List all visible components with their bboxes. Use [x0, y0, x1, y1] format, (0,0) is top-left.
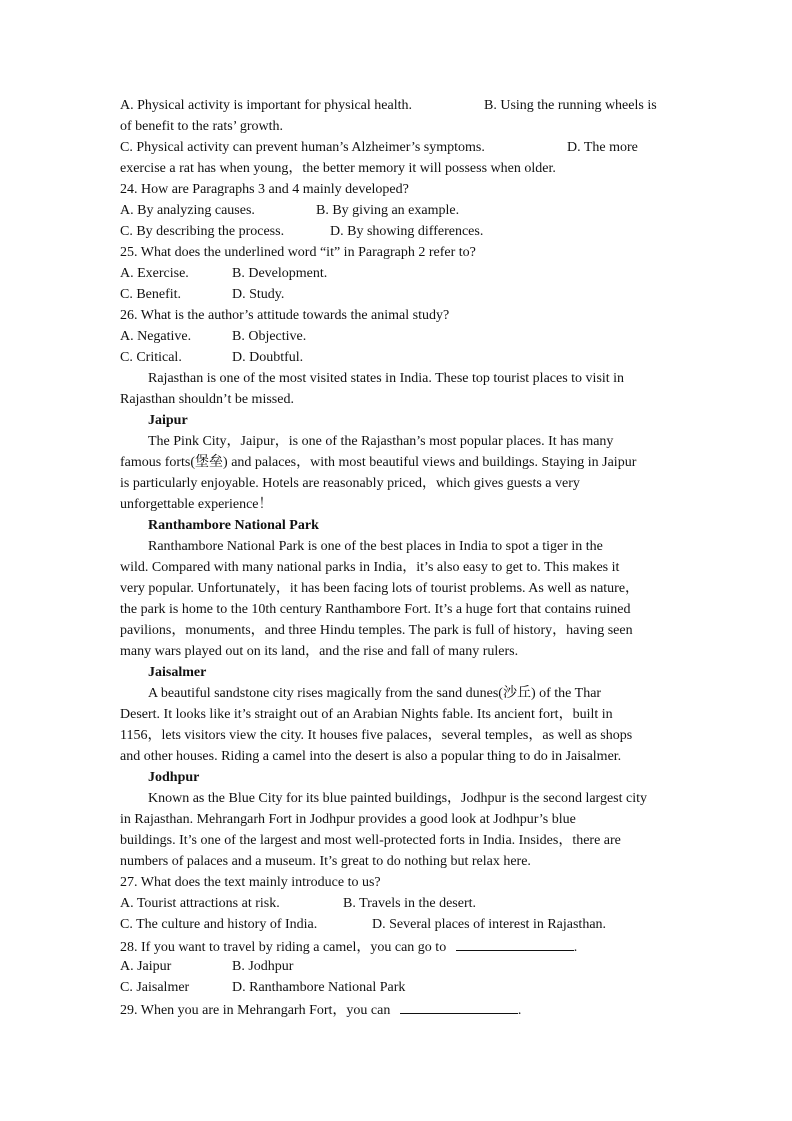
- q24-option-b: B. By giving an example.: [316, 203, 460, 218]
- jaipur-line: The Pink City，Jaipur，is one of the Rajasthan’s most popular places. It has many: [148, 434, 614, 449]
- q29-period: .: [517, 1003, 522, 1018]
- q24-option-d: D. By showing differences.: [330, 224, 484, 239]
- passage-intro-line-1: Rajasthan is one of the most visited states in India. These top tourist places to visit in: [148, 371, 625, 386]
- jodhpur-line: numbers of palaces and a museum. It’s great to do nothing but relax here.: [120, 854, 531, 869]
- jodhpur-line: Known as the Blue City for its blue painted buildings，Jodhpur is the second largest city: [148, 791, 648, 806]
- heading-jaipur: Jaipur: [148, 413, 188, 428]
- heading-jaisalmer: Jaisalmer: [148, 665, 207, 680]
- jaisalmer-line: A beautiful sandstone city rises magically from the sand dunes(沙丘) of the Thar: [148, 686, 602, 701]
- jaipur-line: famous forts(堡垒) and palaces，with most beautiful views and buildings. Staying in Jaipur: [120, 455, 637, 470]
- q23-option-b-cont: of benefit to the rats’ growth.: [120, 119, 284, 134]
- q23-option-d-cont: exercise a rat has when young，the better memory it will possess when older.: [120, 161, 556, 176]
- q28-question-line: [120, 936, 680, 958]
- q26-question: 26. What is the author’s attitude towards the animal study?: [120, 308, 450, 323]
- q27-question: 27. What does the text mainly introduce to us?: [120, 875, 381, 890]
- q23-option-c: C. Physical activity can prevent human’s Alzheimer’s symptoms.: [120, 140, 485, 155]
- q29-answer-blank: [400, 999, 518, 1014]
- q26-option-c: C. Critical.: [120, 350, 182, 365]
- q28-question: 28. If you want to travel by riding a camel，you can go to: [120, 940, 447, 955]
- ranthambore-line: pavilions，monuments，and three Hindu temples. The park is full of history，having seen: [120, 623, 633, 638]
- q23-option-d: D. The more: [567, 140, 638, 155]
- q27-option-b: B. Travels in the desert.: [343, 896, 476, 911]
- ranthambore-line: Ranthambore National Park is one of the best places in India to spot a tiger in the: [148, 539, 603, 554]
- jaipur-line: is particularly enjoyable. Hotels are reasonably priced，which gives guests a very: [120, 476, 580, 491]
- q28-answer-blank: [456, 936, 574, 951]
- q26-option-a: A. Negative.: [120, 329, 192, 344]
- q25-option-d: D. Study.: [232, 287, 285, 302]
- q25-question: 25. What does the underlined word “it” in Paragraph 2 refer to?: [120, 245, 476, 260]
- q27-option-a: A. Tourist attractions at risk.: [120, 896, 280, 911]
- jodhpur-line: buildings. It’s one of the largest and most well-protected forts in India. Insides，there are: [120, 833, 621, 848]
- jaisalmer-line: and other houses. Riding a camel into the desert is also a popular thing to do in Jaisalmer.: [120, 749, 622, 764]
- q29-question: 29. When you are in Mehrangarh Fort，you can: [120, 1003, 391, 1018]
- q29-question-line: [120, 999, 680, 1021]
- passage-intro-line-2: Rajasthan shouldn’t be missed.: [120, 392, 294, 407]
- q24-question: 24. How are Paragraphs 3 and 4 mainly developed?: [120, 182, 409, 197]
- q24-option-c: C. By describing the process.: [120, 224, 285, 239]
- jaisalmer-line: 1156，lets visitors view the city. It houses five palaces，several temples，as well as shops: [120, 728, 633, 743]
- q27-option-d: D. Several places of interest in Rajasthan.: [372, 917, 607, 932]
- heading-jodhpur: Jodhpur: [148, 770, 200, 785]
- q23-option-a: A. Physical activity is important for physical health.: [120, 98, 412, 113]
- q23-option-b: B. Using the running wheels is: [484, 98, 657, 113]
- jodhpur-line: in Rajasthan. Mehrangarh Fort in Jodhpur provides a good look at Jodhpur’s blue: [120, 812, 576, 827]
- q25-option-a: A. Exercise.: [120, 266, 189, 281]
- jaisalmer-line: Desert. It looks like it’s straight out of an Arabian Nights fable. Its ancient fort，built in: [120, 707, 613, 722]
- q27-option-c: C. The culture and history of India.: [120, 917, 318, 932]
- ranthambore-line: the park is home to the 10th century Ranthambore Fort. It’s a huge fort that contains ruined: [120, 602, 631, 617]
- jaipur-line: unforgettable experience！: [120, 497, 273, 512]
- q24-option-a: A. By analyzing causes.: [120, 203, 255, 218]
- q26-option-d: D. Doubtful.: [232, 350, 304, 365]
- ranthambore-line: very popular. Unfortunately，it has been facing lots of tourist problems. As well as nature，: [120, 581, 640, 596]
- q28-option-d: D. Ranthambore National Park: [232, 980, 406, 995]
- ranthambore-line: wild. Compared with many national parks in India，it’s also easy to get to. This makes it: [120, 560, 620, 575]
- q28-period: .: [573, 940, 578, 955]
- q28-option-c: C. Jaisalmer: [120, 980, 190, 995]
- q28-option-a: A. Jaipur: [120, 959, 172, 974]
- ranthambore-line: many wars played out on its land，and the rise and fall of many rulers.: [120, 644, 519, 659]
- q26-option-b: B. Objective.: [232, 329, 307, 344]
- q25-option-b: B. Development.: [232, 266, 328, 281]
- heading-ranthambore: Ranthambore National Park: [148, 518, 319, 533]
- q28-option-b: B. Jodhpur: [232, 959, 294, 974]
- q25-option-c: C. Benefit.: [120, 287, 182, 302]
